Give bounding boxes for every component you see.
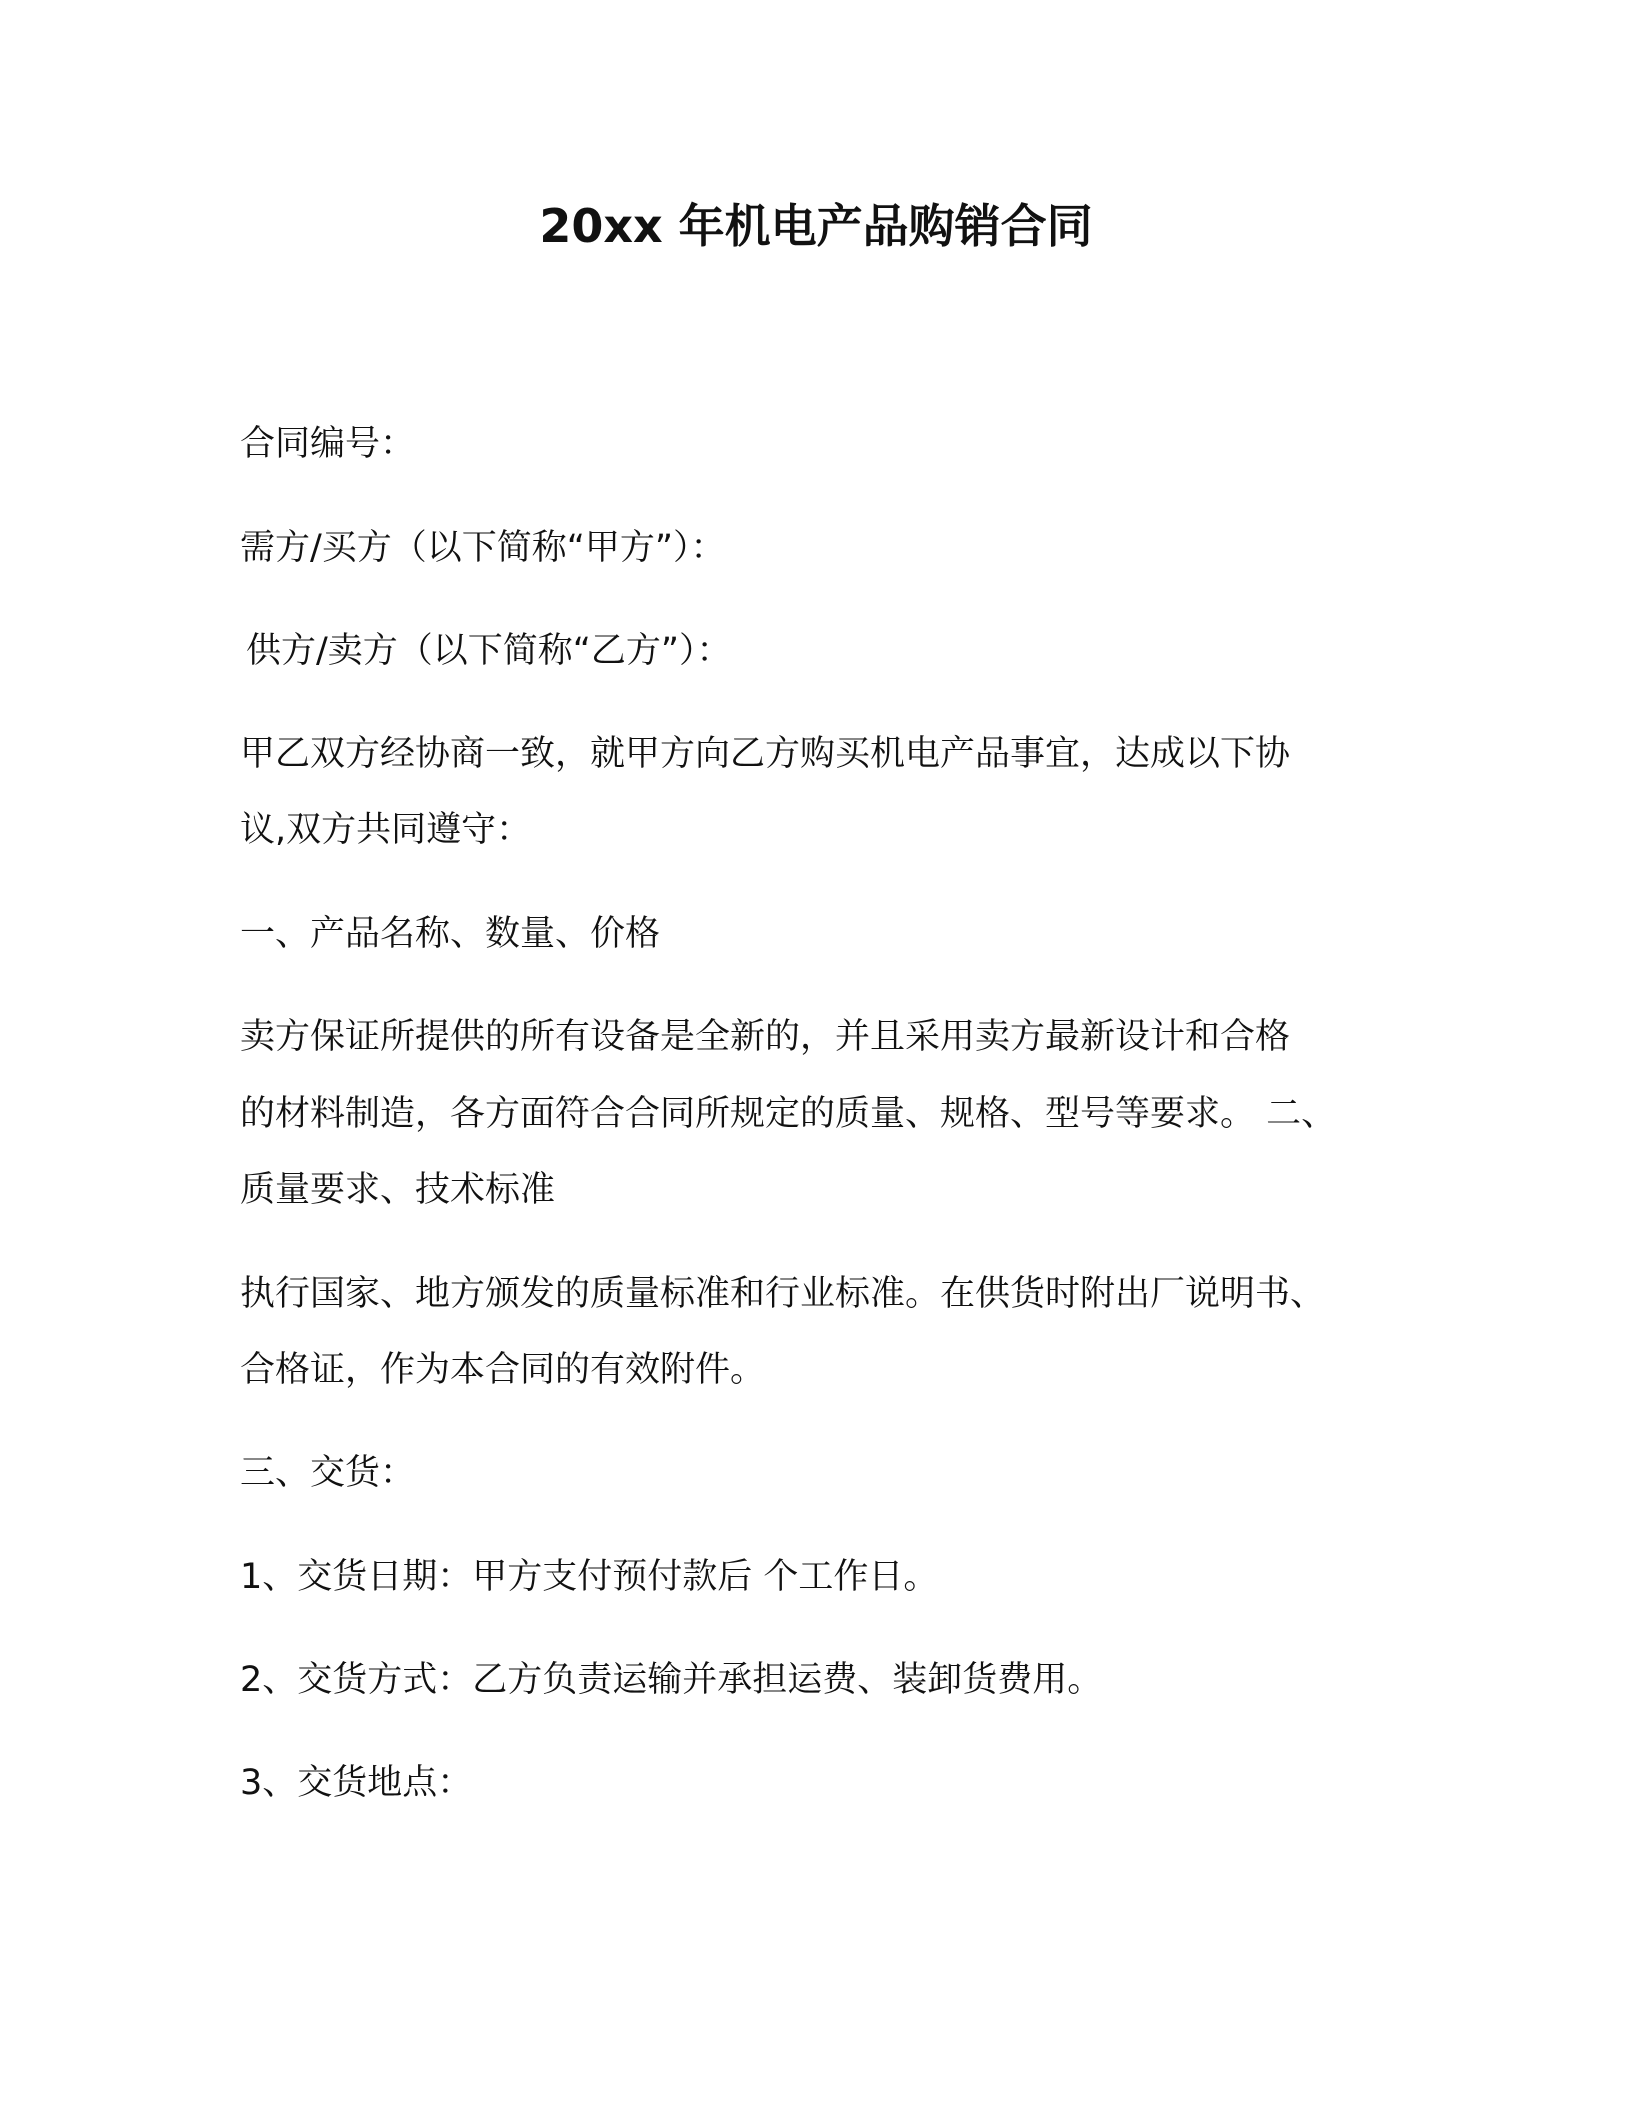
- section-2-heading: 质量要求、技术标准: [240, 1170, 556, 1210]
- seller-line: 供方/卖方（以下简称“乙方”）：: [246, 631, 732, 671]
- paragraph-line-1: 卖方保证所提供的所有设备是全新的，并且采用卖方最新设计和合格: [240, 1017, 1291, 1057]
- document-title: 20xx 年机电产品购销合同: [539, 199, 1093, 253]
- section-1-heading: 一、产品名称、数量、价格: [240, 914, 661, 954]
- buyer-line: 需方/买方（以下简称“甲方”）：: [240, 528, 726, 568]
- contract-number-label: 合同编号：: [240, 424, 416, 464]
- preamble-line-1: 甲乙双方经协商一致，就甲方向乙方购买机电产品事宜，达成以下协: [240, 734, 1291, 774]
- section-3-heading: 三、交货：: [240, 1453, 416, 1493]
- paragraph-line-2: 的材料制造，各方面符合合同所规定的质量、规格、型号等要求。 二、: [240, 1094, 1337, 1134]
- preamble-line-2: 议,双方共同遵守：: [240, 810, 532, 850]
- paragraph-line-3: 执行国家、地方颁发的质量标准和行业标准。在供货时附出厂说明书、: [240, 1274, 1326, 1314]
- delivery-location-line: 3、交货地点：: [240, 1763, 473, 1803]
- paragraph-line-4: 合格证，作为本合同的有效附件。: [240, 1350, 766, 1390]
- delivery-date-line: 1、交货日期：甲方支付预付款后 个工作日。: [240, 1557, 939, 1597]
- delivery-method-line: 2、交货方式：乙方负责运输并承担运费、装卸货费用。: [240, 1660, 1103, 1700]
